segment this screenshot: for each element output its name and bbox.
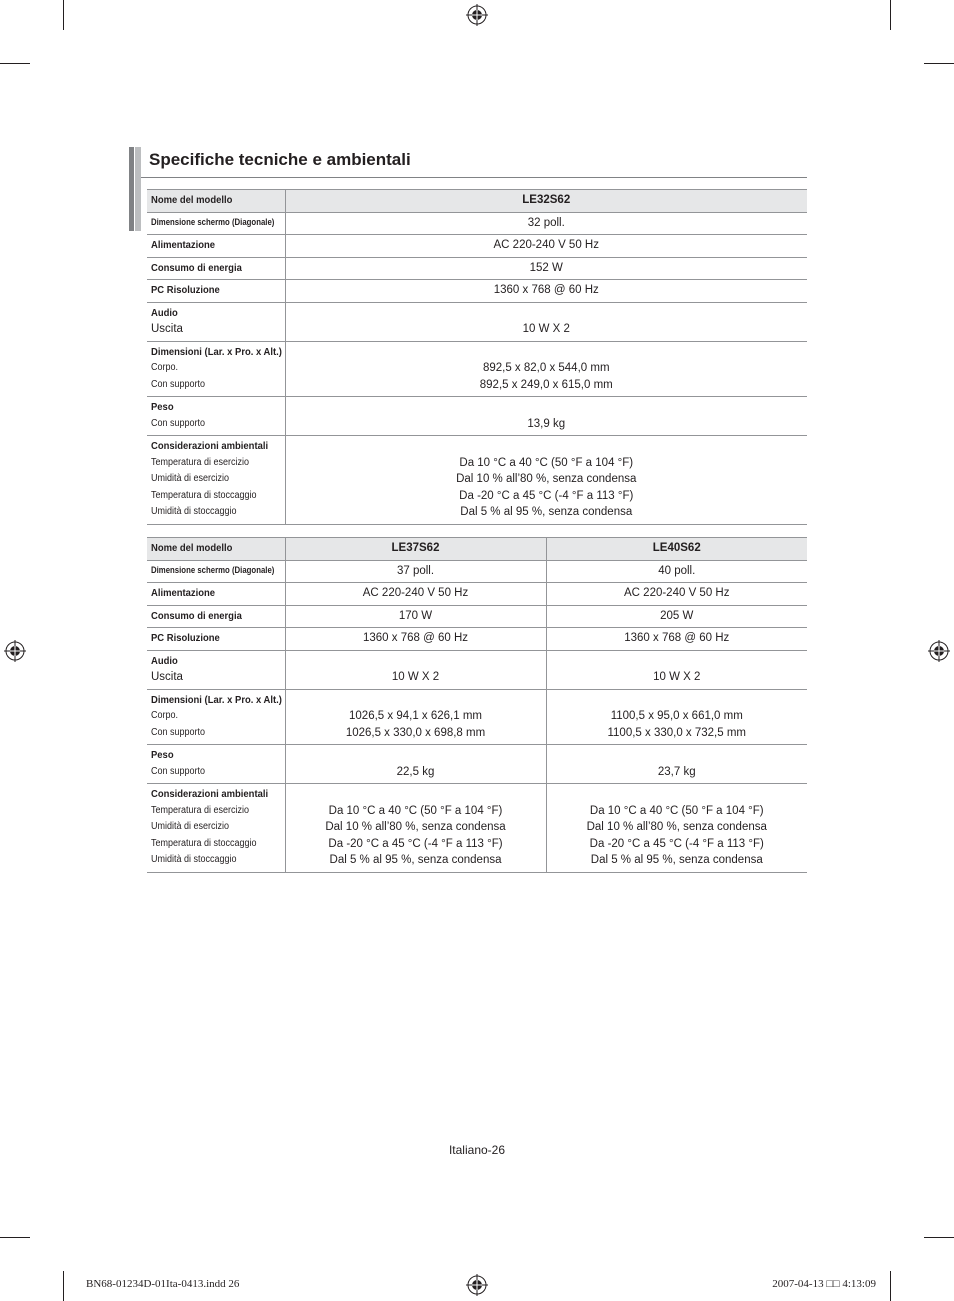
row-sublabel: Corpo. (151, 362, 179, 373)
crop-mark (924, 1237, 954, 1238)
cell-value: AC 220-240 V 50 Hz (546, 583, 807, 606)
row-label: Dimensioni (Lar. x Pro. x Alt.) (151, 693, 282, 706)
title-accent-bar (135, 147, 141, 231)
registration-mark-icon (466, 4, 488, 26)
spec-table-le32s62 (147, 189, 807, 525)
row-label: Alimentazione (151, 239, 216, 251)
table-row (147, 560, 807, 583)
row-sublabel: Umidità di stoccaggio (151, 854, 237, 865)
table-row (147, 302, 807, 341)
cell-value: Dal 10 % all’80 %, senza condensa (586, 821, 767, 833)
table-row (147, 397, 807, 436)
row-label: Nome del modello (151, 542, 233, 554)
cell-value: 1360 x 768 @ 60 Hz (285, 628, 546, 651)
row-label: Dimensione schermo (Diagonale) (151, 216, 275, 228)
cell-value: Da 10 °C a 40 °C (50 °F a 104 °F) (459, 456, 634, 469)
table-row (147, 745, 807, 784)
cell-value: AC 220-240 V 50 Hz (285, 583, 546, 606)
timestamp-slug: 2007-04-13 □□ 4:13:09 (772, 1278, 876, 1290)
file-slug: BN68-01234D-01Ita-0413.indd 26 (86, 1278, 240, 1290)
table-row (147, 280, 807, 303)
spec-table-le37s62-le40s62 (147, 537, 807, 873)
row-label: PC Risoluzione (151, 284, 220, 296)
row-label: PC Risoluzione (151, 632, 220, 644)
page-title: Specifiche tecniche e ambientali (149, 150, 411, 169)
table-row (147, 583, 807, 606)
table-row (147, 605, 807, 628)
cell-value: 22,5 kg (285, 745, 546, 784)
table-row (147, 235, 807, 258)
row-sublabel: Umidità di stoccaggio (151, 506, 237, 517)
model-name: LE40S62 (546, 538, 807, 561)
row-sublabel: Con supporto (151, 765, 206, 777)
table-row (147, 784, 807, 873)
row-label: Consumo di energia (151, 609, 242, 622)
row-label: Considerazioni ambientali (151, 788, 269, 800)
table-row (147, 538, 807, 561)
title-accent-bar (129, 147, 134, 231)
registration-mark-icon (4, 640, 26, 662)
row-sublabel: Con supporto (151, 726, 206, 738)
cell-value: Da -20 °C a 45 °C (-4 °F a 113 °F) (589, 837, 764, 850)
row-sublabel: Temperatura di stoccaggio (151, 489, 257, 501)
row-label: Peso (151, 749, 174, 761)
cell-value: 10 W X 2 (285, 650, 546, 689)
page-number: Italiano-26 (448, 1143, 506, 1157)
table-row (147, 650, 807, 689)
cell-value: 1026,5 x 94,1 x 626,1 mm (349, 710, 482, 722)
cell-value: 1026,5 x 330,0 x 698,8 mm (345, 726, 486, 739)
crop-mark (924, 63, 954, 64)
table-row (147, 257, 807, 280)
row-label: Dimensioni (Lar. x Pro. x Alt.) (151, 345, 282, 358)
row-label: Alimentazione (151, 587, 216, 599)
crop-mark (0, 63, 30, 64)
cell-value: 40 poll. (546, 560, 807, 583)
cell-value: 205 W (546, 605, 807, 628)
cell-value: 170 W (285, 605, 546, 628)
table-row (147, 212, 807, 235)
cell-value: 1360 x 768 @ 60 Hz (285, 280, 807, 303)
cell-value: Da 10 °C a 40 °C (50 °F a 104 °F) (328, 804, 503, 817)
row-label: Audio (151, 306, 178, 319)
title-divider (141, 177, 807, 178)
row-sublabel: Temperatura di esercizio (151, 804, 250, 816)
crop-mark (63, 1271, 64, 1301)
cell-value: 10 W X 2 (546, 650, 807, 689)
cell-value: 152 W (285, 257, 807, 280)
cell-value: 892,5 x 82,0 x 544,0 mm (482, 362, 610, 374)
row-label: Nome del modello (151, 194, 233, 206)
row-label: Audio (151, 654, 178, 667)
row-sublabel: Con supporto (151, 378, 206, 390)
table-row (147, 436, 807, 525)
row-sublabel: Temperatura di stoccaggio (151, 837, 257, 849)
table-row (147, 341, 807, 397)
crop-mark (63, 0, 64, 30)
registration-mark-icon (466, 1274, 488, 1296)
cell-value: 1100,5 x 330,0 x 732,5 mm (607, 726, 746, 739)
cell-value: 892,5 x 249,0 x 615,0 mm (479, 378, 613, 391)
table-row (147, 190, 807, 213)
crop-mark (0, 1237, 30, 1238)
cell-value: Da -20 °C a 45 °C (-4 °F a 113 °F) (328, 837, 503, 850)
cell-value: 32 poll. (285, 212, 807, 235)
row-label: Consumo di energia (151, 261, 242, 274)
row-sublabel: Corpo. (151, 710, 179, 721)
cell-value: Dal 5 % al 95 %, senza condensa (329, 854, 502, 866)
crop-mark (890, 1271, 891, 1301)
table-row (147, 689, 807, 745)
cell-value: Dal 5 % al 95 %, senza condensa (590, 854, 763, 866)
row-label: Considerazioni ambientali (151, 440, 269, 452)
table-row (147, 628, 807, 651)
model-name: LE37S62 (285, 538, 546, 561)
registration-mark-icon (928, 640, 950, 662)
cell-value: 37 poll. (285, 560, 546, 583)
row-label: Peso (151, 401, 174, 413)
row-sublabel: Con supporto (151, 417, 206, 429)
cell-value: 1360 x 768 @ 60 Hz (546, 628, 807, 651)
cell-value: Dal 5 % al 95 %, senza condensa (460, 506, 633, 518)
cell-value: 13,9 kg (285, 397, 807, 436)
cell-value: Dal 10 % all’80 %, senza condensa (456, 473, 637, 485)
cell-value: Dal 10 % all’80 %, senza condensa (325, 821, 506, 833)
cell-value: AC 220-240 V 50 Hz (285, 235, 807, 258)
model-name: LE32S62 (285, 190, 807, 213)
row-sublabel: Umidità di esercizio (151, 473, 230, 484)
row-label: Dimensione schermo (Diagonale) (151, 564, 275, 576)
cell-value: 10 W X 2 (285, 302, 807, 341)
row-sublabel: Uscita (151, 323, 183, 335)
row-sublabel: Temperatura di esercizio (151, 456, 250, 468)
crop-mark (890, 0, 891, 30)
cell-value: 23,7 kg (546, 745, 807, 784)
cell-value: Da -20 °C a 45 °C (-4 °F a 113 °F) (459, 489, 634, 502)
row-sublabel: Uscita (151, 671, 183, 683)
cell-value: 1100,5 x 95,0 x 661,0 mm (610, 710, 743, 722)
cell-value: Da 10 °C a 40 °C (50 °F a 104 °F) (589, 804, 764, 817)
row-sublabel: Umidità di esercizio (151, 821, 230, 832)
